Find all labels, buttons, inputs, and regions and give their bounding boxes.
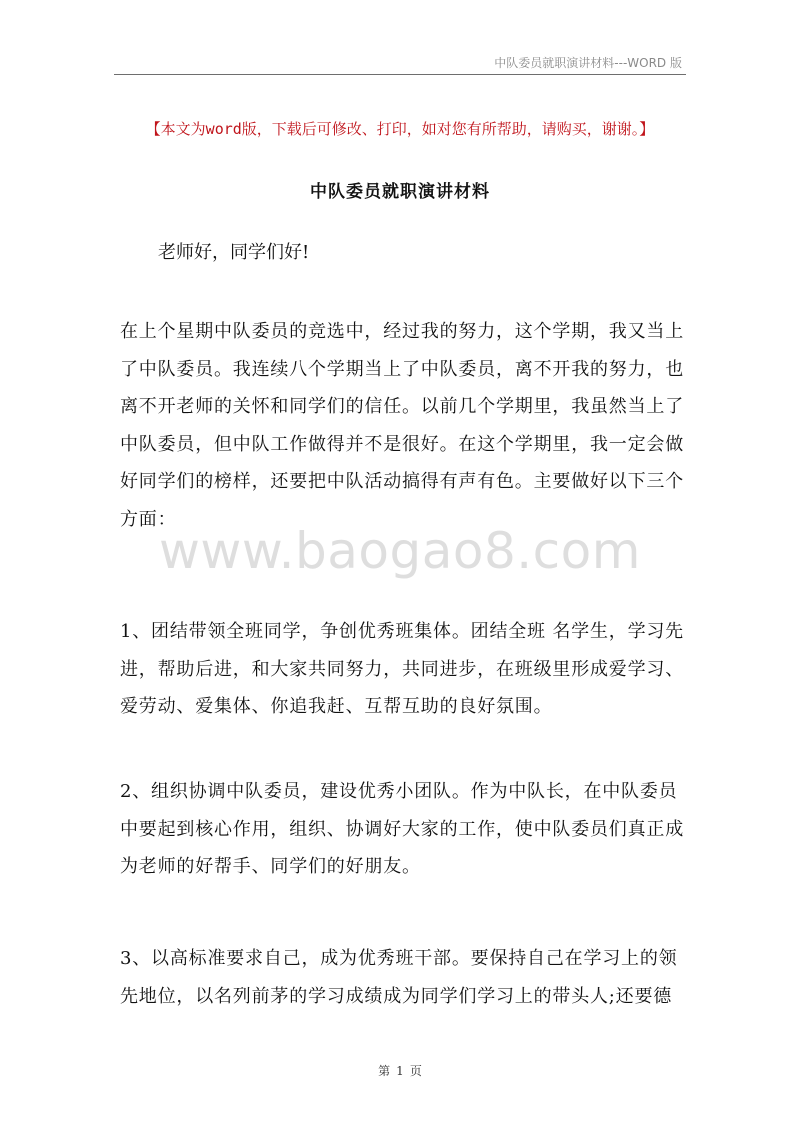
paragraph-point-2: 2、组织协调中队委员，建设优秀小团队。作为中队长，在中队委员中要起到核心作用，组织、协调好大家的工作，使中队委员们真正成为老师的好帮手、同学们的好朋友。 (120, 781, 684, 877)
paragraph-point-1: 1、团结带领全班同学，争创优秀班集体。团结全班 名学生，学习先进，帮助后进，和大家共同努力，共同进步，在班级里形成爱学习、爱劳动、爱集体、你追我赶、互帮互助的良好氛围。 (120, 621, 684, 717)
footer-prefix: 第 (378, 1064, 391, 1078)
paragraph-point-3: 3、以高标准要求自己，成为优秀班干部。要保持自己在学习上的领先地位，以名列前茅的学习成绩成为同学们学习上的带头人;还要德 (120, 948, 678, 1007)
site-watermark: www.baogao8.com (159, 522, 641, 580)
download-notice: 【本文为word版，下载后可修改、打印，如对您有所帮助，请购买，谢谢。】 (145, 120, 655, 138)
page-footer (0, 1062, 800, 1079)
document-title: 中队委员就职演讲材料 (310, 182, 490, 202)
page-number: 1 (396, 1064, 404, 1078)
footer-suffix: 页 (409, 1064, 422, 1078)
paragraph-intro: 在上个星期中队委员的竞选中，经过我的努力，这个学期，我又当上了中队委员。我连续八个学期当上了中队委员，离不开我的努力，也离不开老师的关怀和同学们的信任。以前几个学期里，我虽然当上了中队委员，但中队工作做得并不是很好。在这个学期里，我一定会做好同学们的榜样，还要把中队活动搞得有声有色。主要做好以下三个方面： (120, 321, 684, 530)
running-header: 中队委员就职演讲材料---WORD 版 (494, 56, 682, 70)
greeting-line: 老师好，同学们好! (158, 242, 310, 263)
header-divider (114, 74, 686, 75)
